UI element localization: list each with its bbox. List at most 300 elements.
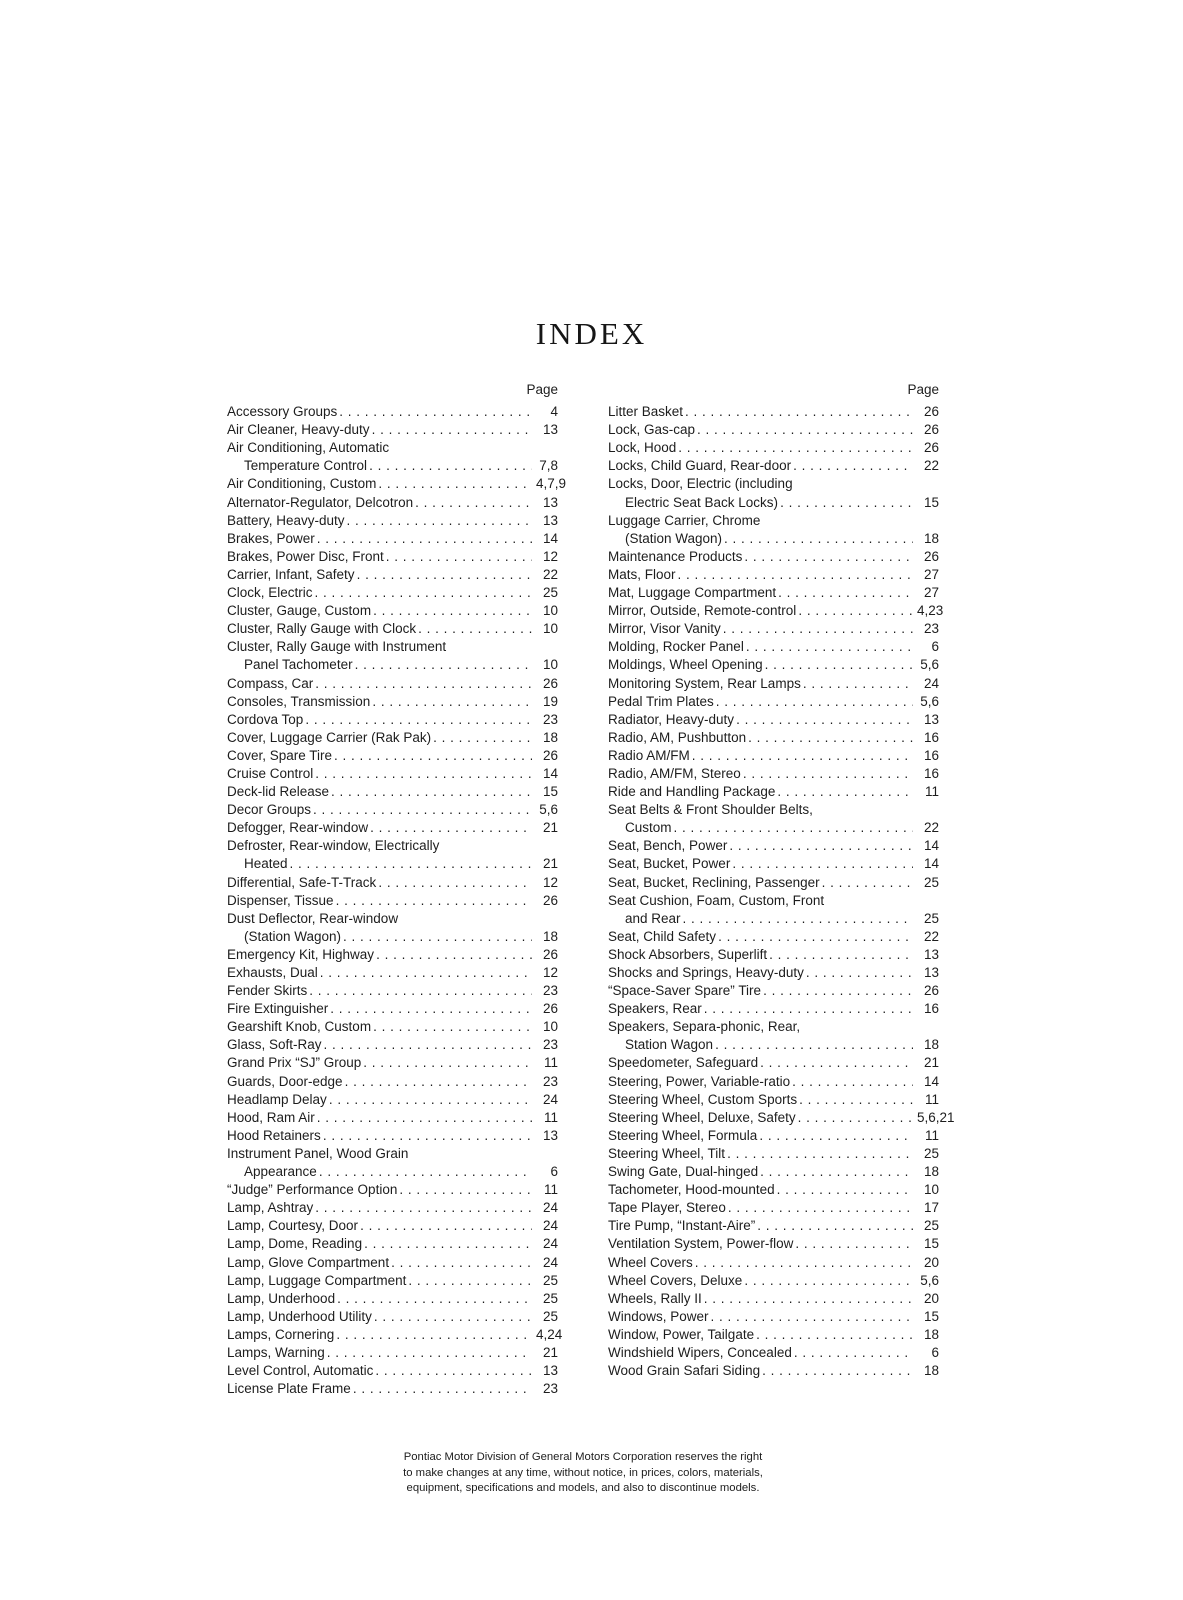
entry-label: Cover, Luggage Carrier (Rak Pak) bbox=[227, 729, 432, 745]
entry-page-number: 24 bbox=[542, 1254, 558, 1270]
entry-label: Ride and Handling Package bbox=[608, 784, 776, 800]
entry-label: Gearshift Knob, Custom bbox=[227, 1019, 372, 1035]
dot-leader bbox=[364, 1235, 532, 1253]
index-entry bbox=[608, 439, 939, 457]
index-entry bbox=[608, 1254, 939, 1272]
entry-page-number: 22 bbox=[923, 928, 939, 944]
index-entry bbox=[227, 1362, 558, 1380]
column-header-page-right: Page bbox=[907, 382, 939, 397]
entry-label: License Plate Frame bbox=[227, 1381, 351, 1397]
dot-leader bbox=[744, 1272, 913, 1290]
entry-page-number: 4,23 bbox=[917, 603, 944, 619]
entry-page-number: 21 bbox=[923, 1055, 939, 1071]
index-entry bbox=[227, 620, 558, 638]
entry-label: Lamp, Courtesy, Door bbox=[227, 1218, 359, 1234]
dot-leader bbox=[765, 656, 913, 674]
dot-leader bbox=[760, 1054, 913, 1072]
index-entry bbox=[227, 1380, 558, 1398]
entry-page-number: 6 bbox=[931, 1344, 939, 1360]
dot-leader bbox=[697, 421, 913, 439]
entry-page-number: 16 bbox=[923, 765, 939, 781]
dot-leader bbox=[748, 729, 913, 747]
entry-label: Alternator-Regulator, Delcotron bbox=[227, 494, 414, 510]
index-entry bbox=[227, 1344, 558, 1362]
entry-page-number: 13 bbox=[542, 512, 558, 528]
entry-page-number: 5,6,21 bbox=[917, 1109, 955, 1125]
entry-label: Hood Retainers bbox=[227, 1127, 321, 1143]
index-entry bbox=[227, 1127, 558, 1145]
entry-label: Air Conditioning, Custom bbox=[227, 476, 377, 492]
entry-label: Steering Wheel, Formula bbox=[608, 1127, 758, 1143]
entry-label: Lamps, Warning bbox=[227, 1344, 325, 1360]
entry-page-number: 13 bbox=[542, 422, 558, 438]
entry-page-number: 27 bbox=[923, 566, 939, 582]
dot-leader bbox=[760, 1163, 913, 1181]
entry-page-number: 5,6 bbox=[920, 657, 939, 673]
index-entry bbox=[227, 1217, 558, 1235]
entry-label: Battery, Heavy-duty bbox=[227, 512, 345, 528]
index-entry bbox=[227, 494, 558, 512]
entry-page-number: 4,7,9 bbox=[536, 476, 567, 492]
dot-leader bbox=[373, 602, 532, 620]
dot-leader bbox=[317, 530, 532, 548]
entry-label: (Station Wagon) bbox=[625, 530, 723, 546]
entry-label: “Judge” Performance Option bbox=[227, 1182, 398, 1198]
entry-page-number: 24 bbox=[923, 675, 939, 691]
index-entry bbox=[608, 1091, 939, 1109]
dot-leader bbox=[376, 946, 532, 964]
legal-footer bbox=[227, 1450, 939, 1497]
dot-leader bbox=[329, 1091, 532, 1109]
index-entry bbox=[608, 910, 939, 928]
entry-label: Steering, Power, Variable-ratio bbox=[608, 1073, 791, 1089]
entry-label: Cluster, Rally Gauge with Instrument bbox=[227, 639, 447, 655]
entry-label: Window, Power, Tailgate bbox=[608, 1326, 755, 1342]
dot-leader bbox=[373, 1018, 532, 1036]
index-entry bbox=[608, 892, 939, 910]
index-entry bbox=[608, 765, 939, 783]
index-entry bbox=[227, 675, 558, 693]
index-entry bbox=[608, 1199, 939, 1217]
dot-leader bbox=[685, 403, 913, 421]
entry-page-number: 18 bbox=[923, 1037, 939, 1053]
dot-leader bbox=[386, 548, 532, 566]
index-entry bbox=[608, 711, 939, 729]
entry-page-number: 26 bbox=[923, 440, 939, 456]
entry-label: Station Wagon bbox=[625, 1037, 714, 1053]
index-entry bbox=[227, 530, 558, 548]
entry-label: Brakes, Power Disc, Front bbox=[227, 548, 384, 564]
entry-label: Radio, AM/FM, Stereo bbox=[608, 765, 741, 781]
dot-leader bbox=[336, 1326, 532, 1344]
entry-page-number: 17 bbox=[923, 1200, 939, 1216]
index-column-left bbox=[227, 381, 567, 1398]
dot-leader bbox=[391, 1254, 532, 1272]
index-entry bbox=[227, 656, 558, 674]
index-entry bbox=[608, 494, 939, 512]
dot-leader bbox=[327, 1344, 532, 1362]
entry-label: Lamp, Underhood Utility bbox=[227, 1308, 372, 1324]
entry-label: Defogger, Rear-window bbox=[227, 820, 369, 836]
index-entry bbox=[227, 711, 558, 729]
entry-page-number: 25 bbox=[923, 1218, 939, 1234]
entry-page-number: 23 bbox=[542, 1381, 558, 1397]
entry-label: Swing Gate, Dual-hinged bbox=[608, 1164, 759, 1180]
dot-leader bbox=[320, 964, 532, 982]
entry-label: Exhausts, Dual bbox=[227, 965, 318, 980]
index-entry bbox=[608, 403, 939, 421]
entry-page-number: 18 bbox=[542, 729, 558, 745]
entry-label: Pedal Trim Plates bbox=[608, 693, 714, 709]
entry-page-number: 14 bbox=[542, 530, 558, 546]
index-entry bbox=[608, 475, 939, 493]
dot-leader bbox=[746, 638, 913, 656]
index-entry bbox=[608, 693, 939, 711]
index-entry bbox=[227, 819, 558, 837]
index-entry bbox=[608, 946, 939, 964]
footer-line: equipment, specifications and models, and also to discontinue models. bbox=[406, 1482, 760, 1494]
index-entry bbox=[227, 729, 558, 747]
entry-label: Mats, Floor bbox=[608, 566, 676, 582]
entry-label: Grand Prix “SJ” Group bbox=[227, 1055, 362, 1071]
index-entry bbox=[227, 548, 558, 566]
index-entry bbox=[608, 620, 939, 638]
entry-label: Temperature Control bbox=[244, 458, 368, 474]
entry-page-number: 23 bbox=[542, 711, 558, 727]
entry-label: Carrier, Infant, Safety bbox=[227, 566, 355, 582]
entry-label: Cordova Top bbox=[227, 711, 304, 727]
entry-page-number: 11 bbox=[543, 1055, 558, 1071]
entry-page-number: 23 bbox=[542, 1037, 558, 1053]
dot-leader bbox=[369, 457, 532, 475]
index-entry bbox=[608, 1344, 939, 1362]
entry-label: Ventilation System, Power-flow bbox=[608, 1236, 794, 1252]
entry-page-number: 15 bbox=[542, 784, 558, 800]
dot-leader bbox=[777, 783, 913, 801]
entry-page-number: 4,24 bbox=[536, 1326, 563, 1342]
entry-label: Speedometer, Safeguard bbox=[608, 1055, 759, 1071]
entry-label: Wood Grain Safari Siding bbox=[608, 1363, 761, 1379]
dot-leader bbox=[378, 874, 532, 892]
entry-label: Moldings, Wheel Opening bbox=[608, 657, 763, 673]
entry-page-number: 4 bbox=[550, 404, 558, 420]
entry-label: Lamp, Dome, Reading bbox=[227, 1236, 363, 1252]
entry-page-number: 5,6 bbox=[920, 1272, 939, 1288]
entry-page-number: 14 bbox=[542, 765, 558, 781]
index-entry bbox=[608, 1290, 939, 1308]
index-entry bbox=[608, 928, 939, 946]
dot-leader bbox=[715, 1036, 913, 1054]
entry-page-number: 14 bbox=[923, 838, 939, 854]
index-entry bbox=[608, 855, 939, 873]
index-entry bbox=[227, 910, 558, 928]
index-entries-left bbox=[227, 403, 567, 1398]
index-entry bbox=[227, 747, 558, 765]
entry-page-number: 10 bbox=[542, 1019, 558, 1035]
dot-leader bbox=[399, 1181, 532, 1199]
entry-label: Lock, Hood bbox=[608, 440, 677, 456]
entry-label: Consoles, Transmission bbox=[227, 693, 371, 709]
entry-label: Litter Basket bbox=[608, 404, 684, 420]
index-entry bbox=[608, 801, 939, 819]
entry-label: Radio AM/FM bbox=[608, 747, 690, 763]
dot-leader bbox=[355, 656, 532, 674]
index-entry bbox=[608, 982, 939, 1000]
index-entry bbox=[608, 1127, 939, 1145]
entry-page-number: 19 bbox=[542, 693, 558, 709]
index-entry bbox=[227, 1036, 558, 1054]
entry-page-number: 21 bbox=[542, 856, 558, 872]
entry-label: Fire Extinguisher bbox=[227, 1001, 329, 1017]
entry-label: Maintenance Products bbox=[608, 548, 743, 564]
index-entry bbox=[608, 1054, 939, 1072]
entry-label: “Space-Saver Spare” Tire bbox=[608, 983, 762, 999]
entry-label: Brakes, Power bbox=[227, 530, 315, 546]
dot-leader bbox=[777, 1181, 913, 1199]
entry-page-number: 22 bbox=[923, 458, 939, 474]
entry-page-number: 25 bbox=[542, 585, 558, 601]
dot-leader bbox=[375, 1362, 532, 1380]
entry-page-number: 11 bbox=[924, 784, 939, 800]
entry-page-number: 13 bbox=[923, 946, 939, 962]
dot-leader bbox=[704, 1000, 913, 1018]
entry-page-number: 10 bbox=[542, 603, 558, 619]
index-entry bbox=[608, 819, 939, 837]
entry-label: Custom bbox=[625, 820, 672, 836]
entry-label: Decor Groups bbox=[227, 802, 312, 818]
entry-page-number: 24 bbox=[542, 1091, 558, 1107]
index-entry bbox=[608, 1036, 939, 1054]
entry-page-number: 25 bbox=[923, 910, 939, 926]
entry-page-number: 20 bbox=[923, 1290, 939, 1306]
dot-leader bbox=[370, 819, 532, 837]
entry-page-number: 25 bbox=[542, 1272, 558, 1288]
dot-leader bbox=[732, 855, 913, 873]
entry-page-number: 18 bbox=[923, 530, 939, 546]
entry-page-number: 26 bbox=[923, 548, 939, 564]
dot-leader bbox=[343, 928, 532, 946]
entry-label: Clock, Electric bbox=[227, 585, 313, 601]
entry-page-number: 20 bbox=[923, 1254, 939, 1270]
entry-page-number: 5,6 bbox=[920, 693, 939, 709]
entry-page-number: 15 bbox=[923, 1308, 939, 1324]
entry-page-number: 18 bbox=[923, 1363, 939, 1379]
index-entry bbox=[227, 566, 558, 584]
index-entry bbox=[608, 1362, 939, 1380]
entry-label: Seat Cushion, Foam, Custom, Front bbox=[608, 892, 825, 908]
entry-page-number: 21 bbox=[542, 1344, 558, 1360]
index-entry bbox=[227, 1109, 558, 1127]
entry-label: Lock, Gas-cap bbox=[608, 422, 696, 438]
dot-leader bbox=[763, 982, 913, 1000]
entry-page-number: 6 bbox=[550, 1164, 558, 1180]
entry-page-number: 25 bbox=[542, 1290, 558, 1306]
index-entry bbox=[608, 512, 939, 530]
index-entry bbox=[608, 747, 939, 765]
entry-page-number: 23 bbox=[542, 1073, 558, 1089]
index-entry bbox=[227, 928, 558, 946]
entry-label: Radio, AM, Pushbutton bbox=[608, 729, 747, 745]
entry-page-number: 7,8 bbox=[539, 458, 558, 474]
entry-label: Mirror, Outside, Remote-control bbox=[608, 603, 797, 619]
footer-line: to make changes at any time, without notice, in prices, colors, materials, bbox=[403, 1466, 763, 1479]
dot-leader bbox=[792, 1073, 913, 1091]
dot-leader bbox=[330, 1000, 532, 1018]
entry-label: Level Control, Automatic bbox=[227, 1363, 374, 1379]
dot-leader bbox=[363, 1054, 532, 1072]
index-entry bbox=[608, 548, 939, 566]
dot-leader bbox=[803, 675, 913, 693]
dot-leader bbox=[374, 1308, 532, 1326]
index-entry bbox=[227, 1199, 558, 1217]
entry-label: Cover, Spare Tire bbox=[227, 747, 333, 763]
index-entry bbox=[608, 638, 939, 656]
entry-page-number: 10 bbox=[542, 621, 558, 637]
entry-page-number: 25 bbox=[923, 1145, 939, 1161]
entry-label: Locks, Child Guard, Rear-door bbox=[608, 458, 792, 474]
entry-label: Radiator, Heavy-duty bbox=[608, 711, 735, 727]
entry-label: Cluster, Rally Gauge with Clock bbox=[227, 621, 417, 637]
index-entry bbox=[227, 855, 558, 873]
entry-label: and Rear bbox=[625, 910, 681, 926]
entry-page-number: 13 bbox=[542, 494, 558, 510]
entry-page-number: 23 bbox=[542, 983, 558, 999]
dot-leader bbox=[780, 494, 913, 512]
entry-page-number: 26 bbox=[542, 675, 558, 691]
entry-page-number: 6 bbox=[931, 639, 939, 655]
entry-page-number: 24 bbox=[542, 1200, 558, 1216]
index-entry bbox=[608, 1018, 939, 1036]
entry-label: Guards, Door-edge bbox=[227, 1073, 343, 1089]
entry-label: Windshield Wipers, Concealed bbox=[608, 1344, 792, 1360]
index-entry bbox=[608, 1235, 939, 1253]
dot-leader bbox=[695, 1254, 913, 1272]
entry-page-number: 22 bbox=[923, 820, 939, 836]
index-entry bbox=[608, 1000, 939, 1018]
index-entry bbox=[608, 729, 939, 747]
index-entry bbox=[608, 457, 939, 475]
dot-leader bbox=[704, 1290, 913, 1308]
entry-label: Lamps, Cornering bbox=[227, 1326, 335, 1342]
entry-label: Panel Tachometer bbox=[244, 657, 353, 673]
entry-label: Deck-lid Release bbox=[227, 784, 330, 800]
entry-page-number: 22 bbox=[542, 566, 558, 582]
entry-page-number: 14 bbox=[923, 856, 939, 872]
entry-page-number: 15 bbox=[923, 494, 939, 510]
index-entry bbox=[227, 1181, 558, 1199]
entry-label: Wheel Covers bbox=[608, 1254, 693, 1270]
page-title: INDEX bbox=[535, 316, 648, 351]
dot-leader bbox=[743, 765, 913, 783]
index-entry bbox=[608, 1272, 939, 1290]
dot-leader bbox=[736, 711, 913, 729]
entry-label: (Station Wagon) bbox=[244, 928, 342, 944]
entry-label: Shock Absorbers, Superlift bbox=[608, 946, 768, 962]
index-entry bbox=[227, 602, 558, 620]
entry-page-number: 11 bbox=[924, 1127, 939, 1143]
entry-page-number: 13 bbox=[923, 965, 939, 980]
dot-leader bbox=[336, 892, 532, 910]
dot-leader bbox=[678, 566, 913, 584]
entry-page-number: 11 bbox=[543, 1109, 558, 1125]
index-entry bbox=[608, 1308, 939, 1326]
dot-leader bbox=[683, 910, 913, 928]
index-entry bbox=[227, 439, 558, 457]
entry-label: Speakers, Separa-phonic, Rear, bbox=[608, 1019, 801, 1035]
entry-page-number: 13 bbox=[542, 1127, 558, 1143]
entry-label: Lamp, Glove Compartment bbox=[227, 1254, 390, 1270]
entry-label: Hood, Ram Air bbox=[227, 1109, 315, 1125]
index-entry bbox=[608, 566, 939, 584]
index-entry bbox=[227, 1073, 558, 1091]
entry-label: Electric Seat Back Locks) bbox=[625, 494, 779, 510]
entry-label: Molding, Rocker Panel bbox=[608, 639, 744, 655]
entry-page-number: 10 bbox=[542, 657, 558, 673]
entry-page-number: 16 bbox=[923, 1001, 939, 1017]
entry-page-number: 15 bbox=[923, 1236, 939, 1252]
dot-leader bbox=[305, 711, 532, 729]
entry-label: Dust Deflector, Rear-window bbox=[227, 910, 399, 926]
dot-leader bbox=[723, 620, 913, 638]
entry-label: Seat, Child Safety bbox=[608, 928, 717, 944]
dot-leader bbox=[331, 783, 532, 801]
index-entry bbox=[227, 584, 558, 602]
entry-page-number: 16 bbox=[923, 729, 939, 745]
index-entry bbox=[608, 1163, 939, 1181]
entry-page-number: 18 bbox=[923, 1164, 939, 1180]
dot-leader bbox=[778, 584, 913, 602]
entry-page-number: 24 bbox=[542, 1218, 558, 1234]
entry-label: Luggage Carrier, Chrome bbox=[608, 512, 761, 528]
index-entry bbox=[608, 1073, 939, 1091]
entry-page-number: 26 bbox=[542, 892, 558, 908]
index-entry bbox=[608, 421, 939, 439]
dot-leader bbox=[345, 1073, 532, 1091]
entry-page-number: 18 bbox=[542, 928, 558, 944]
index-entry bbox=[227, 837, 558, 855]
entry-label: Fender Skirts bbox=[227, 983, 308, 999]
entry-label: Appearance bbox=[244, 1164, 317, 1180]
entry-page-number: 26 bbox=[542, 946, 558, 962]
index-entry bbox=[608, 1217, 939, 1235]
dot-leader bbox=[798, 602, 913, 620]
dot-leader bbox=[360, 1217, 532, 1235]
entry-label: Glass, Soft-Ray bbox=[227, 1037, 322, 1053]
dot-leader bbox=[347, 512, 532, 530]
index-entry bbox=[608, 964, 939, 982]
dot-leader bbox=[339, 403, 532, 421]
dot-leader bbox=[794, 1344, 913, 1362]
entry-label: Mirror, Visor Vanity bbox=[608, 621, 721, 637]
entry-label: Lamp, Underhood bbox=[227, 1290, 336, 1306]
dot-leader bbox=[744, 548, 913, 566]
index-entry bbox=[227, 765, 558, 783]
entry-page-number: 26 bbox=[923, 404, 939, 420]
index-entry bbox=[227, 638, 558, 656]
dot-leader bbox=[674, 819, 913, 837]
entry-page-number: 12 bbox=[542, 548, 558, 564]
index-entry bbox=[608, 602, 944, 620]
entry-label: Headlamp Delay bbox=[227, 1091, 327, 1107]
entry-label: Windows, Power bbox=[608, 1308, 709, 1324]
entry-page-number: 14 bbox=[923, 1073, 939, 1089]
entry-page-number: 26 bbox=[923, 422, 939, 438]
entry-label: Locks, Door, Electric (including bbox=[608, 476, 793, 492]
entry-label: Wheel Covers, Deluxe bbox=[608, 1272, 743, 1288]
dot-leader bbox=[759, 1127, 913, 1145]
entry-page-number: 10 bbox=[923, 1182, 939, 1198]
entry-label: Steering Wheel, Deluxe, Safety bbox=[608, 1109, 796, 1125]
